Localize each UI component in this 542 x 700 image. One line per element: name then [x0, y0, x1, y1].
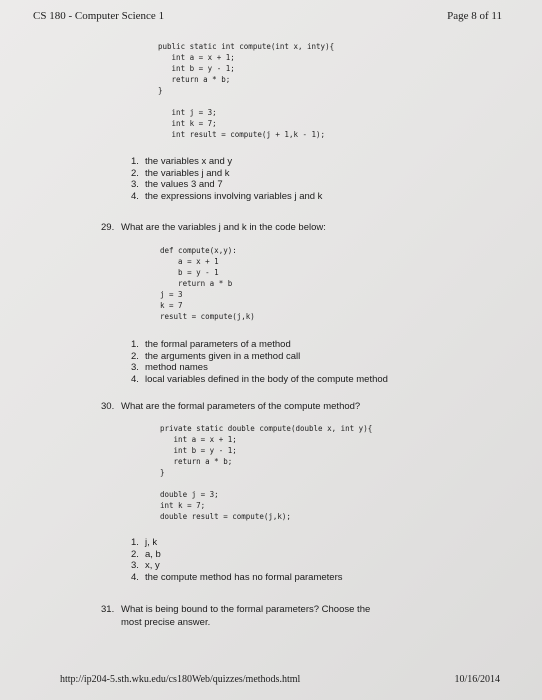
- option-item: 1. the variables x and y: [131, 156, 233, 167]
- options-block-a: [131, 156, 322, 202]
- code-block-a: public static int compute(int x, inty){ int a = x + 1; int b = y - 1; return a * b; } int j = 3; int k = 7; int result = compute(j + 1,k - 1);: [158, 42, 335, 139]
- option-item: 3. method names: [131, 362, 208, 373]
- option-item: 4. the expressions involving variables j and k: [131, 190, 323, 202]
- footer-url: http://ip204-5.sth.wku.edu/cs180Web/quizzes/methods.html: [60, 674, 301, 685]
- question-29: 29. What are the variables j and k in the code below:: [101, 222, 326, 233]
- option-item: 1. j, k: [131, 537, 158, 548]
- options-29: [131, 339, 388, 385]
- option-item: 4. the compute method has no formal parameters: [131, 571, 343, 583]
- code-block-30: private static double compute(double x, int y){ int a = x + 1; int b = y - 1; return a * b; } double j = 3; int k = 7; double result = compute(j,k);: [160, 424, 373, 521]
- code-block-29: def compute(x,y): a = x + 1 b = y - 1 return a * b j = 3 k = 7 result = compute(j,k): [160, 246, 255, 321]
- option-item: 4. local variables defined in the body of the compute method: [131, 373, 388, 385]
- options-30: [131, 537, 343, 583]
- question-31: 31. What is being bound to the formal parameters? Choose the most precise answer.: [101, 604, 371, 628]
- page-number: Page 8 of 11: [447, 10, 502, 22]
- option-item: 2. a, b: [131, 548, 161, 560]
- footer-date: 10/16/2014: [454, 674, 500, 685]
- question-30: 30. What are the formal parameters of the compute method?: [101, 401, 361, 412]
- option-item: 3. x, y: [131, 560, 160, 571]
- option-item: 3. the values 3 and 7: [131, 179, 223, 190]
- option-item: 2. the variables j and k: [131, 167, 230, 179]
- option-item: 1. the formal parameters of a method: [131, 339, 291, 350]
- course-title: CS 180 - Computer Science 1: [33, 10, 165, 22]
- option-item: 2. the arguments given in a method call: [131, 350, 301, 362]
